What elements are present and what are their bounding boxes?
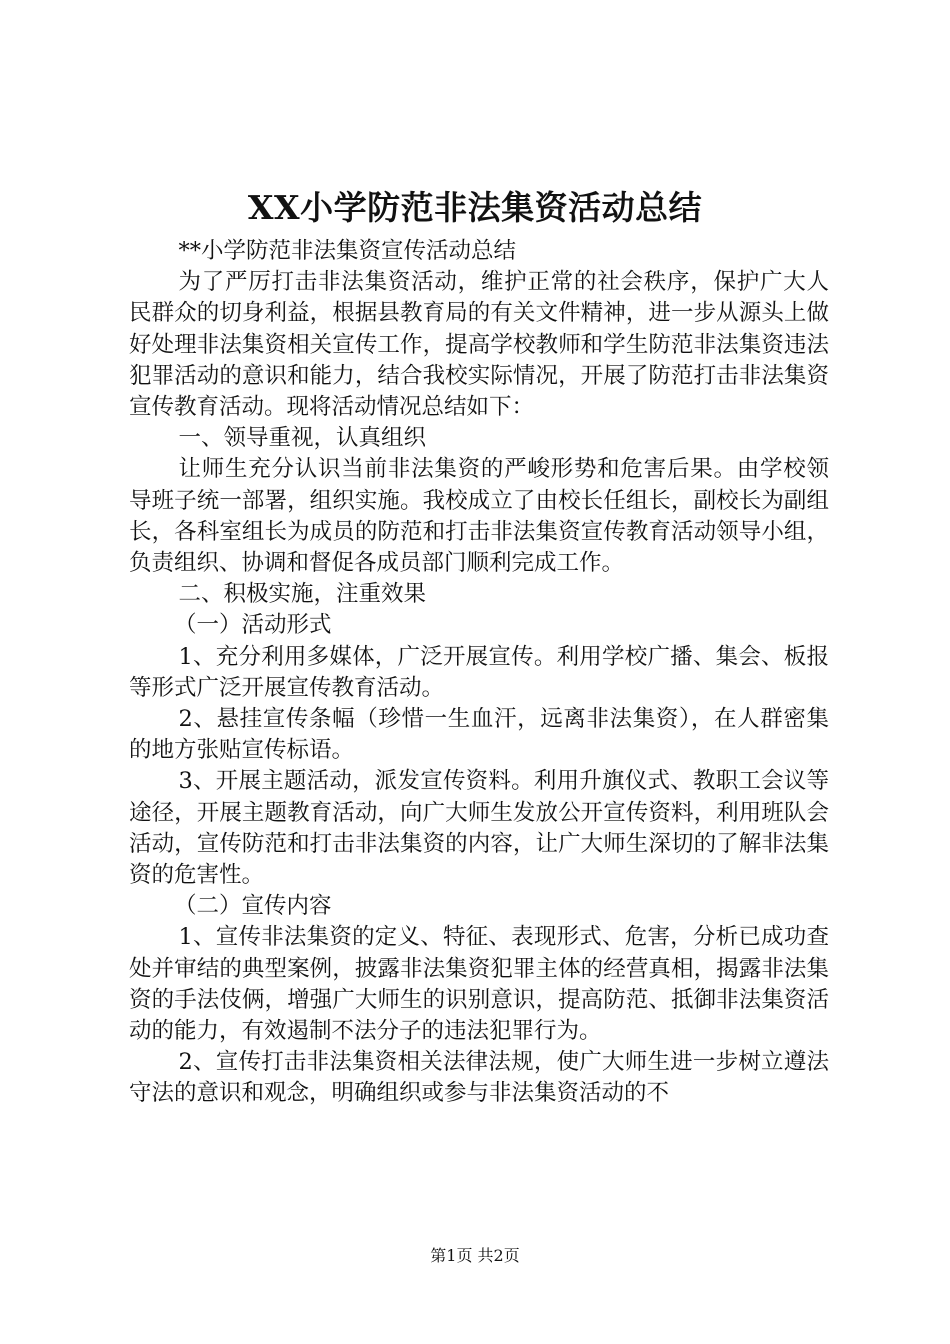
- paragraph-content-1: 1、宣传非法集资的定义、特征、表现形式、危害，分析已成功查处并审结的典型案例，披露非法集资犯罪主体的经营真相，揭露非法集资的手法伎俩，增强广大师生的识别意识，提高防范、抵御非法集资活动的能力，有效遏制不法分子的违法犯罪行为。: [129, 924, 829, 1045]
- paragraph-item-2: 2、悬挂宣传条幅（珍惜一生血汗，远离非法集资），在人群密集的地方张贴宣传标语。: [129, 706, 829, 764]
- section-heading-1: 一、领导重视，认真组织: [178, 425, 427, 452]
- subsection-heading-1: （一）活动形式: [174, 612, 332, 639]
- paragraph-content-2: 2、宣传打击非法集资相关法律法规，使广大师生进一步树立遵法守法的意识和观念，明确组织或参与非法集资活动的不: [129, 1049, 829, 1107]
- paragraph-section-1: 让师生充分认识当前非法集资的严峻形势和危害后果。由学校领导班子统一部署，组织实施。我校成立了由校长任组长，副校长为副组长，各科室组长为成员的防范和打击非法集资宣传教育活动领导小组，负责组织、协调和督促各成员部门顺利完成工作。: [129, 456, 829, 577]
- section-heading-2: 二、积极实施，注重效果: [178, 581, 427, 608]
- document-title: XX小学防范非法集资活动总结: [247, 188, 703, 227]
- paragraph-intro: 为了严厉打击非法集资活动，维护正常的社会秩序，保护广大人民群众的切身利益，根据县教育局的有关文件精神，进一步从源头上做好处理非法集资相关宣传工作，提高学校教师和学生防范非法集资违法犯罪活动的意识和能力，结合我校实际情况，开展了防范打击非法集资宣传教育活动。现将活动情况总结如下：: [129, 269, 829, 421]
- paragraph-item-3: 3、开展主题活动，派发宣传资料。利用升旗仪式、教职工会议等途径，开展主题教育活动，向广大师生发放公开宣传资料，利用班队会活动，宣传防范和打击非法集资的内容，让广大师生深切的了解非法集资的危害性。: [129, 768, 829, 889]
- subsection-heading-2: （二）宣传内容: [174, 893, 332, 920]
- paragraph-subtitle: **小学防范非法集资宣传活动总结: [178, 238, 517, 264]
- page-footer: 第1页 共2页: [430, 1246, 520, 1265]
- document-body: [129, 236, 829, 1110]
- paragraph-item-1: 1、充分利用多媒体，广泛开展宣传。利用学校广播、集会、板报等形式广泛开展宣传教育活动。: [129, 643, 829, 701]
